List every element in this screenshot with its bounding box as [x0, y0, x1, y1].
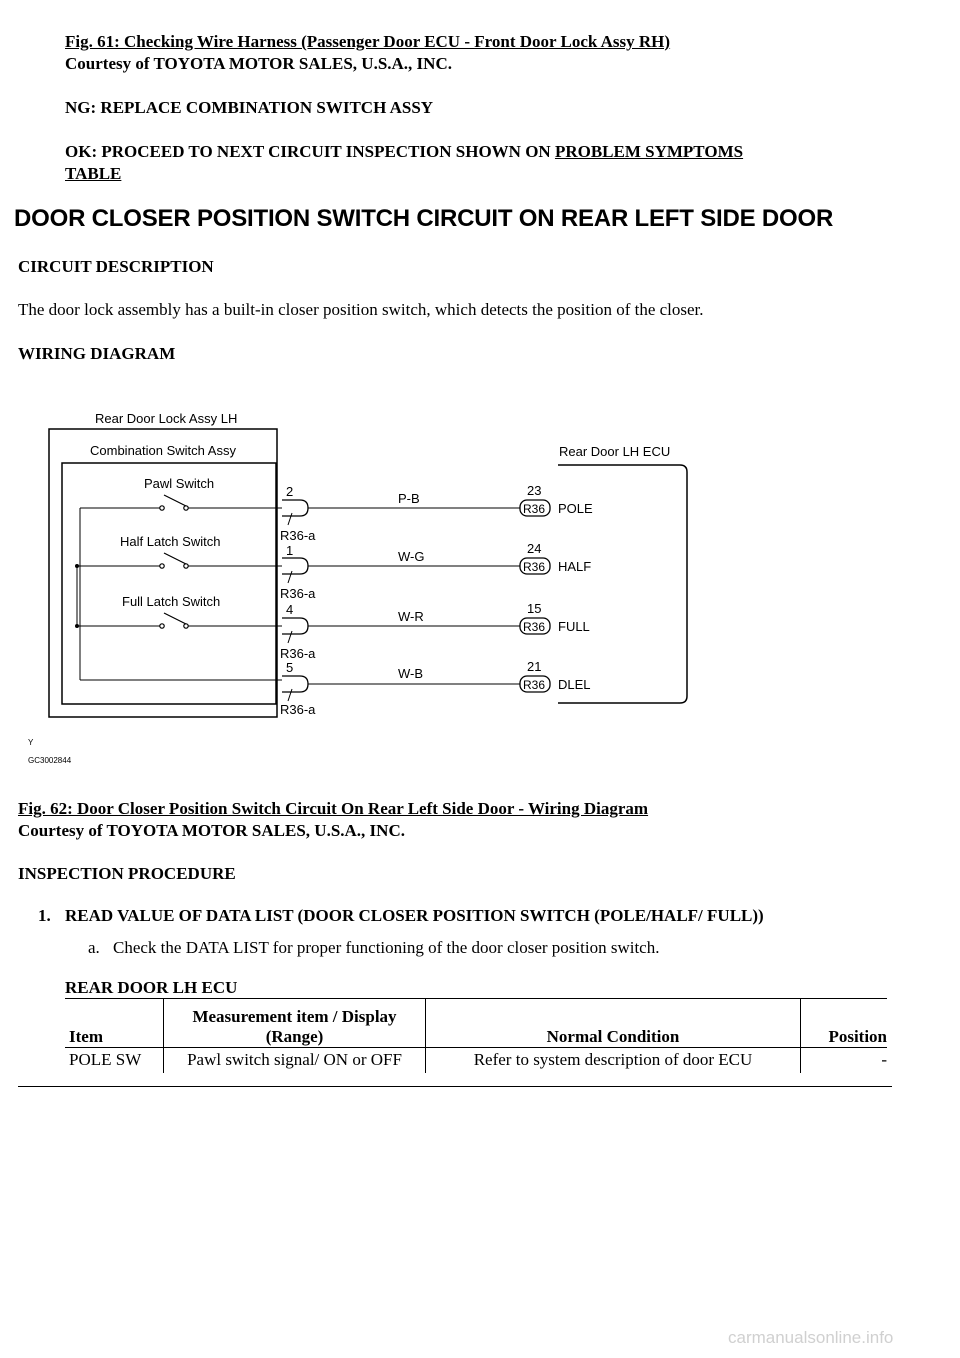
wire-color-wb: W-B: [398, 666, 424, 681]
ecu-pin-15: 15: [527, 601, 542, 616]
combo-label: Combination Switch Assy: [90, 443, 236, 458]
sub-text: Check the DATA LIST for proper functioning of the door closer position switch.: [113, 938, 660, 957]
ecu-conn-1: R36: [523, 502, 546, 516]
harness-wires: [308, 508, 520, 684]
ecu-pin-24: 24: [527, 541, 542, 556]
data-list-table: [65, 999, 887, 1073]
fig61-caption: [65, 31, 670, 53]
col-measurement: Measurement item / Display (Range): [164, 999, 426, 1047]
cell-normal-condition: Refer to system description of door ECU: [426, 1047, 801, 1073]
step-number: 1.: [38, 906, 51, 925]
fig62-caption-text: Fig. 62: Door Closer Position Switch Circuit On Rear Left Side Door - Wiring Diagram: [18, 799, 649, 818]
junction-dot: [75, 564, 79, 568]
signal-dlel: DLEL: [558, 677, 591, 692]
circuit-description-body: The door lock assembly has a built-in closer position switch, which detects the position of the closer.: [18, 300, 704, 319]
col-item: Item: [65, 999, 164, 1047]
step-title: READ VALUE OF DATA LIST (DOOR CLOSER POSITION SWITCH (POLE/HALF/ FULL)): [65, 906, 764, 925]
ecu-conn-2: R36: [523, 560, 546, 574]
fig62-courtesy: Courtesy of TOYOTA MOTOR SALES, U.S.A., INC.: [18, 821, 405, 840]
pin-5: 5: [286, 660, 294, 675]
pin-1: 1: [286, 543, 294, 558]
ng-text: NG: REPLACE COMBINATION SWITCH ASSY: [65, 98, 434, 117]
fig62-caption: [18, 798, 648, 820]
figure-code-marker: Y: [28, 738, 34, 747]
data-list-table-wrap: [65, 998, 887, 1073]
page-rule: [18, 1086, 892, 1087]
ecu-conn-4: R36: [523, 678, 546, 692]
ecu-conn-3: R36: [523, 620, 546, 634]
wiring-diagram: [20, 400, 720, 770]
table-title: REAR DOOR LH ECU: [65, 978, 238, 997]
fig61-caption-text: Fig. 61: Checking Wire Harness (Passenger Door ECU - Front Door Lock Assy RH): [65, 32, 671, 51]
wire-color-pb: P-B: [398, 491, 420, 506]
figure-code: GC3002844: [28, 756, 72, 765]
conn-r36a-3: R36-a: [280, 646, 316, 661]
pawl-switch-label: Pawl Switch: [144, 476, 215, 491]
inspection-heading: INSPECTION PROCEDURE: [18, 864, 236, 883]
ecu-pin-21: 21: [527, 659, 542, 674]
problem-symptoms-link-cont[interactable]: TABLE: [65, 164, 122, 183]
table-row: [65, 1047, 887, 1073]
signal-full: FULL: [558, 619, 590, 634]
circuit-description-heading: CIRCUIT DESCRIPTION: [18, 257, 214, 276]
wire-color-wg: W-G: [398, 549, 425, 564]
col-position: Position: [828, 1026, 887, 1046]
col-normal-condition: Normal Condition: [426, 999, 801, 1047]
ecu-pin-23: 23: [527, 483, 542, 498]
combo-box: [62, 463, 276, 704]
signal-pole: POLE: [558, 501, 593, 516]
ecu-label: Rear Door LH ECU: [559, 444, 671, 459]
conn-r36a-4: R36-a: [280, 702, 316, 717]
section-title: DOOR CLOSER POSITION SWITCH CIRCUIT ON REAR LEFT SIDE DOOR: [14, 205, 834, 232]
half-latch-switch-label: Half Latch Switch: [120, 534, 221, 549]
ok-text: [65, 141, 865, 185]
conn-r36a-2: R36-a: [280, 586, 316, 601]
signal-half: HALF: [558, 559, 592, 574]
watermark: carmanualsonline.info: [728, 1328, 894, 1347]
assy-box: [49, 429, 277, 717]
junction-dot: [75, 624, 79, 628]
wire-color-wr: W-R: [398, 609, 424, 624]
table-header-row: [65, 999, 887, 1047]
pin-4: 4: [286, 602, 294, 617]
ok-text-prefix: OK: PROCEED TO NEXT CIRCUIT INSPECTION SHOWN ON: [65, 142, 555, 161]
cell-item: POLE SW: [65, 1047, 164, 1073]
cell-measurement: Pawl switch signal/ ON or OFF: [164, 1047, 426, 1073]
pin-2: 2: [286, 484, 294, 499]
full-latch-switch-label: Full Latch Switch: [122, 594, 221, 609]
cell-position: -: [881, 1050, 887, 1070]
wiring-diagram-heading: WIRING DIAGRAM: [18, 344, 176, 363]
sub-letter: a.: [88, 938, 100, 957]
fig61-courtesy: Courtesy of TOYOTA MOTOR SALES, U.S.A., INC.: [65, 54, 452, 73]
assy-label: Rear Door Lock Assy LH: [95, 411, 238, 426]
conn-r36a-1: R36-a: [280, 528, 316, 543]
problem-symptoms-link[interactable]: PROBLEM SYMPTOMS: [554, 142, 744, 161]
